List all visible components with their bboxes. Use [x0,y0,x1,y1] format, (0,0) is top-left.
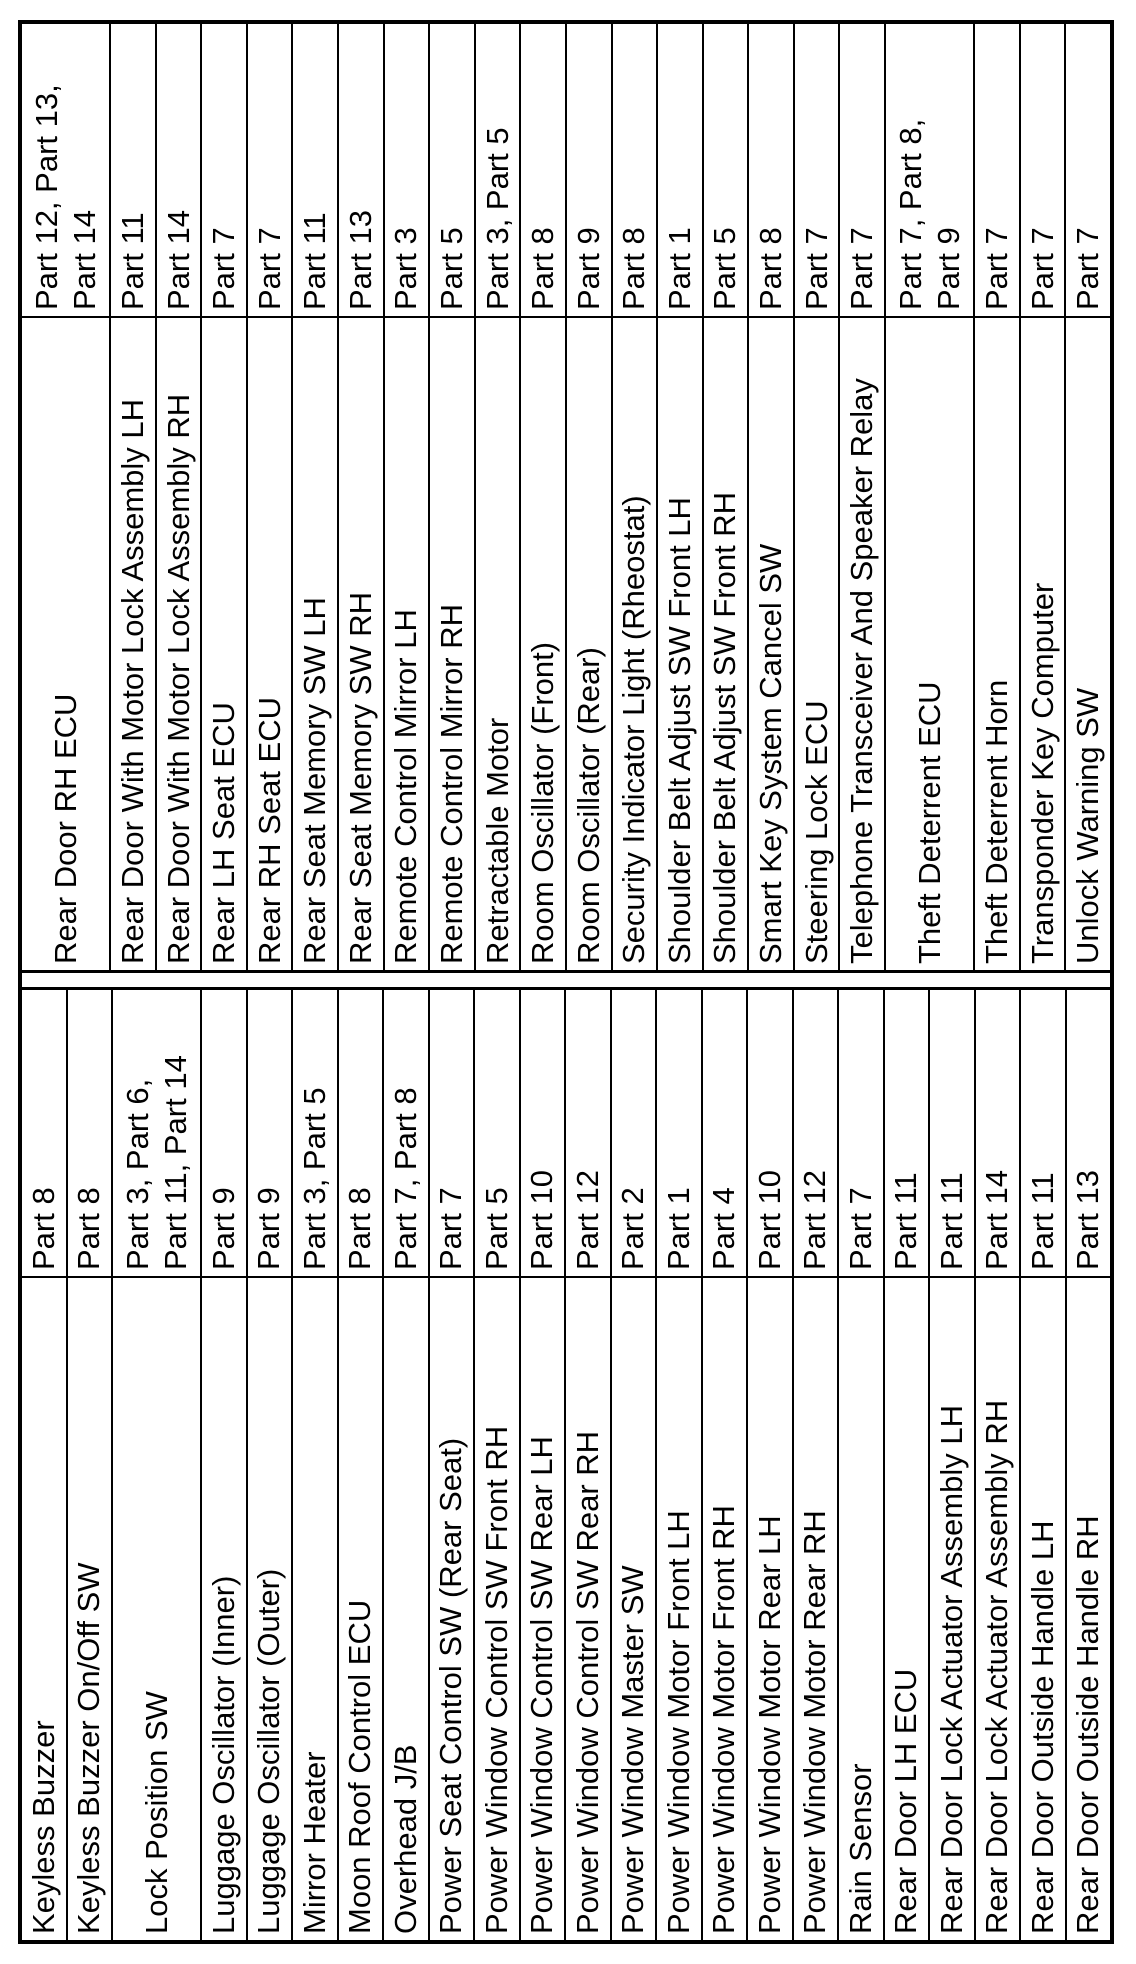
table-row [291,24,337,970]
part-reference-line: Part 14 [160,210,196,311]
table-row [383,24,429,970]
table-row [837,990,883,1940]
component-name: Power Seat Control SW (Rear Seat) [430,1276,474,1940]
column-divider [22,970,1110,973]
part-reference [930,990,974,1276]
component-name: Rear Door With Motor Lock Assembly LH [111,316,155,970]
part-reference-line: Part 12 [797,1170,833,1270]
part-reference-line: Part 9 [930,227,966,311]
table-row [565,24,611,970]
component-name: Remote Control Mirror RH [430,316,474,970]
part-reference [248,24,292,316]
component-name: Theft Deterrent ECU [886,316,973,970]
part-reference-line: Part 11, Part 14 [157,1055,193,1270]
part-reference [567,24,611,316]
table-row [928,990,974,1940]
table-row [702,24,748,970]
part-reference-line: Part 8 [342,1187,378,1270]
part-reference-line: Part 3, Part 5 [296,1087,332,1270]
part-reference-line: Part 1 [661,227,697,311]
table-row [656,24,702,970]
component-name: Rear Door With Motor Lock Assembly RH [157,316,201,970]
part-reference-line: Part 7 [433,1187,469,1270]
part-reference [113,990,200,1276]
part-reference [704,24,748,316]
part-reference-line: Part 7 [251,227,287,311]
part-reference-line: Part 14 [979,1170,1015,1270]
table-row [1064,24,1110,970]
table-row [519,24,565,970]
table-row [1019,24,1065,970]
table-row [974,990,1020,1940]
part-reference-line: Part 8 [616,227,652,311]
part-reference-line: Part 3, Part 5 [479,127,515,311]
table-row [200,990,246,1940]
part-reference [839,990,883,1276]
part-reference-line: Part 9 [251,1187,287,1270]
part-reference [476,24,520,316]
component-name: Room Oscillator (Front) [521,316,565,970]
part-reference [748,990,792,1276]
part-reference-line: Part 7 [1024,227,1060,311]
table-row [291,990,337,1940]
table-row [155,24,201,970]
part-reference [339,990,383,1276]
part-reference-line: Part 7, Part 8 [387,1087,423,1270]
part-reference [566,990,610,1276]
part-reference [976,990,1020,1276]
table-row [883,990,929,1940]
part-reference-line: Part 7 [844,227,880,311]
table-row [337,990,383,1940]
table-row [746,990,792,1940]
part-reference-line: Part 5 [478,1187,514,1270]
part-reference-line: Part 11 [888,1172,924,1270]
component-name: Remote Control Mirror LH [385,316,429,970]
part-reference-line: Part 7 [206,227,242,311]
part-reference-line: Part 11 [114,212,150,311]
part-reference [613,24,657,316]
table-row [747,24,793,970]
component-name: Rain Sensor [839,1276,883,1940]
column-divider [22,987,1110,990]
part-reference-line: Part 11 [297,212,333,311]
part-reference [1066,24,1110,316]
component-name: Security Indicator Light (Rheostat) [613,316,657,970]
parts-location-table [18,20,1114,1944]
part-reference-line: Part 7 [978,227,1014,311]
part-reference [157,24,201,316]
component-name: Keyless Buzzer [22,1276,66,1940]
part-reference [248,990,292,1276]
part-reference [339,24,383,316]
table-row [109,24,155,970]
table-row [246,24,292,970]
component-name: Luggage Oscillator (Outer) [248,1276,292,1940]
part-reference-line: Part 7 [842,1187,878,1270]
part-reference-line: Part 3, Part 6, [119,1078,155,1270]
component-name: Transponder Key Computer [1021,316,1065,970]
part-reference-line: Part 11 [933,1172,969,1270]
part-reference [430,24,474,316]
table-row [610,990,656,1940]
part-reference [430,990,474,1276]
part-reference-line: Part 10 [751,1170,787,1270]
part-reference-line: Part 13 [342,210,378,311]
component-name: Rear Door Outside Handle RH [1067,1276,1111,1940]
part-reference [202,24,246,316]
component-name: Power Window Motor Front LH [657,1276,701,1940]
part-reference-line: Part 8 [753,227,789,311]
table-row [1019,990,1065,1940]
component-name: Room Oscillator (Rear) [567,316,611,970]
part-reference [1067,990,1111,1276]
component-name: Power Window Motor Front RH [703,1276,747,1940]
part-reference [475,990,519,1276]
part-reference [384,990,428,1276]
part-reference [975,24,1019,316]
component-name: Power Window Master SW [612,1276,656,1940]
part-reference [202,990,246,1276]
component-name: Power Window Control SW Rear LH [521,1276,565,1940]
component-name: Overhead J/B [384,1276,428,1940]
part-reference [795,24,839,316]
component-name: Power Window Motor Rear RH [794,1276,838,1940]
component-name: Rear Door Outside Handle LH [1021,1276,1065,1940]
part-reference [1021,24,1065,316]
right-column-table [22,24,1110,970]
table-row [66,990,112,1940]
table-row [973,24,1019,970]
component-name: Steering Lock ECU [795,316,839,970]
component-name: Theft Deterrent Horn [975,316,1019,970]
part-reference-line: Part 11 [1024,1172,1060,1270]
part-reference [749,24,793,316]
component-name: Power Window Control SW Front RH [475,1276,519,1940]
part-reference-line: Part 2 [615,1187,651,1270]
component-name: Lock Position SW [113,1276,200,1940]
component-name: Rear LH Seat ECU [202,316,246,970]
part-reference-line: Part 7, Part 8, [892,118,928,311]
table-row [200,24,246,970]
table-row [701,990,747,1940]
table-row [22,990,66,1940]
part-reference [22,990,66,1276]
part-reference [703,990,747,1276]
table-row [22,24,109,970]
table-row [111,990,200,1940]
part-reference [293,24,337,316]
part-reference-line: Part 13 [1070,1170,1106,1270]
component-name: Rear Door RH ECU [22,316,109,970]
table-row [884,24,973,970]
component-name: Shoulder Belt Adjust SW Front LH [658,316,702,970]
part-reference-line: Part 8 [25,1187,61,1270]
part-reference [886,24,973,316]
table-row [382,990,428,1940]
part-reference-line: Part 10 [524,1170,560,1270]
table-row [246,990,292,1940]
part-reference-line: Part 12 [569,1170,605,1270]
part-reference-line: Part 5 [707,227,743,311]
part-reference [385,24,429,316]
table-row [1065,990,1111,1940]
component-name: Rear Door LH ECU [885,1276,929,1940]
part-reference [521,990,565,1276]
table-row [655,990,701,1940]
component-name: Smart Key System Cancel SW [749,316,793,970]
part-reference-line: Part 12, Part 13, [28,84,64,311]
component-name: Rear Seat Memory SW LH [293,316,337,970]
component-name: Rear Door Lock Actuator Assembly RH [976,1276,1020,1940]
part-reference [68,990,112,1276]
part-reference [658,24,702,316]
part-reference [111,24,155,316]
table-row [474,24,520,970]
part-reference-line: Part 9 [205,1187,241,1270]
table-row [428,24,474,970]
table-row [428,990,474,1940]
component-name: Telephone Transceiver And Speaker Relay [840,316,884,970]
part-reference [612,990,656,1276]
part-reference-line: Part 3 [388,227,424,311]
part-reference-line: Part 8 [525,227,561,311]
table-row [519,990,565,1940]
part-reference-line: Part 14 [66,210,102,311]
component-name: Retractable Motor [476,316,520,970]
table-row [792,990,838,1940]
part-reference [657,990,701,1276]
part-reference [794,990,838,1276]
component-name: Keyless Buzzer On/Off SW [68,1276,112,1940]
table-row [473,990,519,1940]
part-reference-line: Part 1 [660,1187,696,1270]
component-name: Shoulder Belt Adjust SW Front RH [704,316,748,970]
table-row [793,24,839,970]
component-name: Rear Seat Memory SW RH [339,316,383,970]
component-name: Unlock Warning SW [1066,316,1110,970]
component-name: Moon Roof Control ECU [339,1276,383,1940]
part-reference [22,24,109,316]
part-reference [521,24,565,316]
part-reference-line: Part 4 [706,1187,742,1270]
table-row [611,24,657,970]
component-name: Power Window Motor Rear LH [748,1276,792,1940]
part-reference-line: Part 9 [570,227,606,311]
component-name: Mirror Heater [293,1276,337,1940]
component-name: Luggage Oscillator (Inner) [202,1276,246,1940]
component-name: Rear RH Seat ECU [248,316,292,970]
part-reference-line: Part 5 [434,227,469,311]
part-reference-line: Part 8 [71,1187,107,1270]
left-column-table [22,990,1110,1940]
part-reference-line: Part 7 [1070,227,1106,311]
table-row [838,24,884,970]
component-name: Power Window Control SW Rear RH [566,1276,610,1940]
part-reference [885,990,929,1276]
part-reference [1021,990,1065,1276]
part-reference-line: Part 7 [798,227,834,311]
part-reference [840,24,884,316]
table-row [564,990,610,1940]
part-reference [293,990,337,1276]
component-name: Rear Door Lock Actuator Assembly LH [930,1276,974,1940]
table-row [337,24,383,970]
